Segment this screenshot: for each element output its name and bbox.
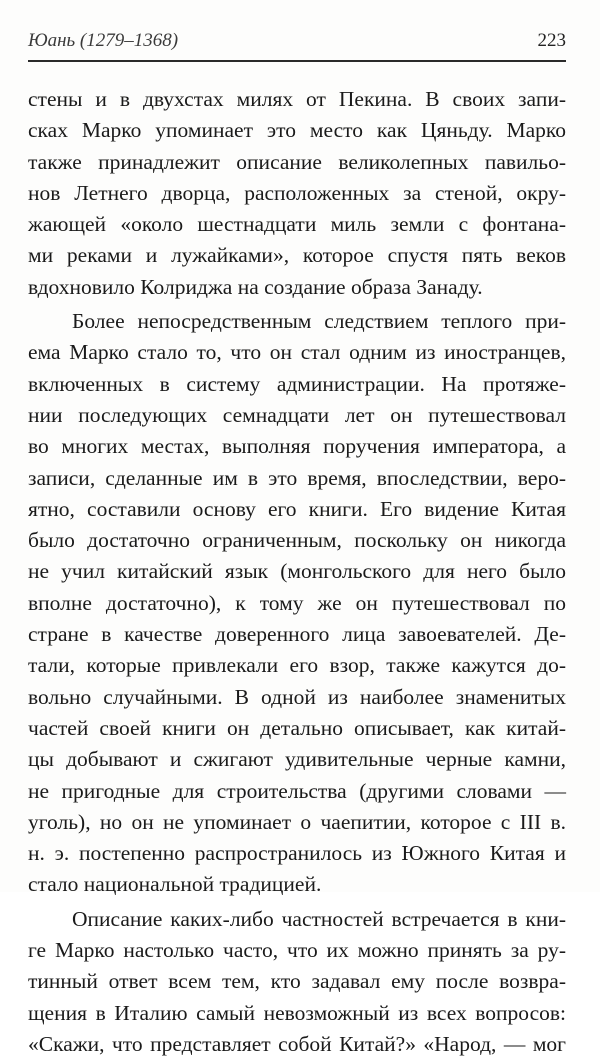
paragraph xyxy=(28,306,566,901)
text-line: записи, сделанные им в это время, впоследствии, веро- xyxy=(28,465,566,490)
text-line: тинный ответ всем тем, кто задавал ему после возвра- xyxy=(28,969,566,994)
text-line: «Скажи, что представляет собой Китай?» «Народ, — мог xyxy=(28,1031,566,1056)
text-line: включенных в систему администрации. На протяже- xyxy=(28,371,566,396)
text-line: во многих местах, выполняя поручения императора, а xyxy=(28,434,566,459)
paragraph xyxy=(28,904,566,1060)
paragraph xyxy=(28,84,566,303)
text-line: жающей «около шестнадцати миль земли с фонтана- xyxy=(28,212,566,237)
page-number: 223 xyxy=(537,30,566,51)
text-line: не учил китайский язык (монгольского для него было xyxy=(28,559,566,584)
text-line: тали, которые привлекали его взор, также кажутся до- xyxy=(28,653,566,678)
text-line: вольно случайными. В одной из наиболее знаменитых xyxy=(28,684,566,709)
running-header xyxy=(28,30,566,62)
text-line: было достаточно ограниченным, поскольку он никогда xyxy=(28,528,566,553)
text-line: н. э. постепенно распространилось из Южного Китая и xyxy=(28,841,566,866)
text-line: не пригодные для строительства (другими словами — xyxy=(28,778,566,803)
text-line: также принадлежит описание великолепных павильо- xyxy=(28,149,566,174)
text-line: ге Марко настолько часто, что их можно принять за ру- xyxy=(28,938,566,963)
text-line: частей своей книги он детально описывает, как китай- xyxy=(28,715,566,740)
text-line: нии последующих семнадцати лет он путешествовал xyxy=(28,402,566,427)
text-line: стране в качестве доверенного лица завоевателей. Де- xyxy=(28,622,566,647)
text-line: сках Марко упоминает это место как Цяньду. Марко xyxy=(28,118,566,143)
text-line: стены и в двухстах милях от Пекина. В своих запи- xyxy=(28,87,566,111)
text-line: ятно, составили основу его книги. Его видение Китая xyxy=(28,496,566,521)
text-line: Описание каких-либо частностей встречается в кни- xyxy=(72,906,566,931)
text-line: ема Марко стало то, что он стал одним из иностранцев, xyxy=(28,340,566,365)
text-line: Более непосредственным следствием теплого при- xyxy=(72,309,566,334)
running-head-title: Юань (1279–1368) xyxy=(28,30,179,51)
text-line: вдохновило Колриджа на создание образа Занаду. xyxy=(28,274,483,299)
text-line: щения в Италию самый невозможный из всех вопросов: xyxy=(28,1000,566,1025)
text-line: нов Летнего дворца, расположенных за стеной, окру- xyxy=(28,180,566,205)
text-line: уголь), но он не упоминает о чаепитии, которое с III в. xyxy=(28,809,566,834)
text-line: вполне достаточно), к тому же он путешествовал по xyxy=(28,590,566,615)
body-text xyxy=(28,84,566,1060)
text-line: цы добывают и сжигают удивительные черные камни, xyxy=(28,747,566,772)
text-line: стало национальной традицией. xyxy=(28,872,322,897)
text-line: ми реками и лужайками», которое спустя пять веков xyxy=(28,243,566,268)
